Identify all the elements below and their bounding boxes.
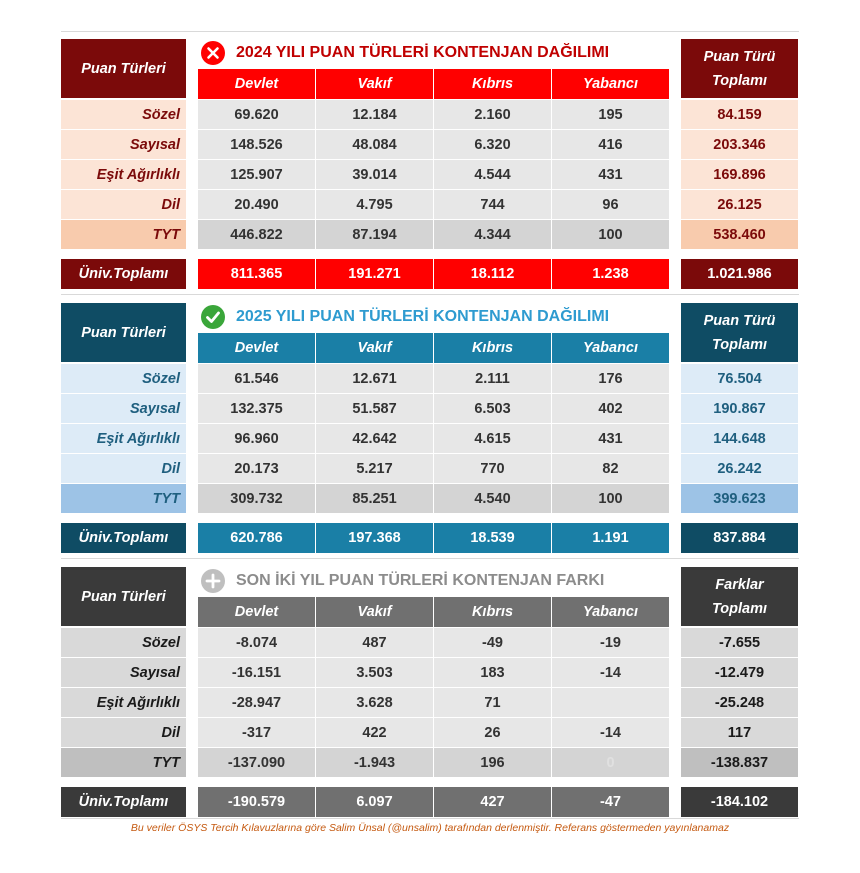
sdiff-title-text: SON İKİ YIL PUAN TÜRLERİ KONTENJAN FARKI xyxy=(236,572,605,589)
table-cell: 51.587 xyxy=(316,394,433,423)
table-cell: 4.544 xyxy=(434,160,551,189)
table-cell: -137.090 xyxy=(198,748,315,777)
table-cell: 6.503 xyxy=(434,394,551,423)
table-cell: 96 xyxy=(552,190,669,219)
row-total: -12.479 xyxy=(681,658,798,687)
divider xyxy=(61,294,799,295)
row-label: TYT xyxy=(61,220,186,249)
table-cell: 100 xyxy=(552,220,669,249)
s2024-rows-header: Puan Türleri xyxy=(61,39,186,98)
row-total: 399.623 xyxy=(681,484,798,513)
table-cell: 132.375 xyxy=(198,394,315,423)
row-label: Sözel xyxy=(61,100,186,129)
divider xyxy=(61,31,799,32)
s2024-total-header-line1: Puan Türü xyxy=(703,48,776,65)
column-header-kıbrıs: Kıbrıs xyxy=(434,69,551,99)
univ-total-cell: 18.539 xyxy=(434,523,551,553)
s2024-total-header-line2: Toplamı xyxy=(711,72,768,89)
row-total: 76.504 xyxy=(681,364,798,393)
table-cell: 3.628 xyxy=(316,688,433,717)
row-total: 117 xyxy=(681,718,798,747)
column-header-yabancı: Yabancı xyxy=(552,333,669,363)
table-cell: 4.795 xyxy=(316,190,433,219)
table-cell xyxy=(552,688,669,717)
table-cell: -8.074 xyxy=(198,628,315,657)
sdiff-total-header-line2: Toplamı xyxy=(711,600,768,617)
divider xyxy=(61,558,799,559)
univ-total-label: Üniv.Toplamı xyxy=(61,259,186,289)
table-cell: 2.160 xyxy=(434,100,551,129)
table-cell: 42.642 xyxy=(316,424,433,453)
table-cell: 4.615 xyxy=(434,424,551,453)
table-cell: 446.822 xyxy=(198,220,315,249)
univ-total-cell: 1.191 xyxy=(552,523,669,553)
univ-total-cell: 191.271 xyxy=(316,259,433,289)
row-total: 144.648 xyxy=(681,424,798,453)
footer-note: Bu veriler ÖSYS Tercih Kılavuzlarına göre Salim Ünsal (@unsalim) tarafından derlenmiştir. Referans göstermeden yayınlanamaz xyxy=(130,822,730,834)
univ-total-cell: 811.365 xyxy=(198,259,315,289)
table-cell: -28.947 xyxy=(198,688,315,717)
table-cell: 402 xyxy=(552,394,669,423)
table-cell: 100 xyxy=(552,484,669,513)
column-header-vakıf: Vakıf xyxy=(316,333,433,363)
univ-total-cell: -190.579 xyxy=(198,787,315,817)
row-label: Sözel xyxy=(61,364,186,393)
sdiff-rows-header: Puan Türleri xyxy=(61,567,186,626)
table-cell: 3.503 xyxy=(316,658,433,687)
table-cell: 196 xyxy=(434,748,551,777)
table-cell: 82 xyxy=(552,454,669,483)
table-cell: 195 xyxy=(552,100,669,129)
table-cell: 4.540 xyxy=(434,484,551,513)
row-label: TYT xyxy=(61,748,186,777)
table-cell: 431 xyxy=(552,160,669,189)
s2025-total-header-line2: Toplamı xyxy=(711,336,768,353)
univ-total-cell: 427 xyxy=(434,787,551,817)
column-header-devlet: Devlet xyxy=(198,69,315,99)
column-header-vakıf: Vakıf xyxy=(316,597,433,627)
univ-total-cell: 1.238 xyxy=(552,259,669,289)
table-cell: 26 xyxy=(434,718,551,747)
sdiff-total-header xyxy=(681,567,798,626)
table-cell: 6.320 xyxy=(434,130,551,159)
table-cell: 770 xyxy=(434,454,551,483)
row-label: Sayısal xyxy=(61,130,186,159)
table-cell: 487 xyxy=(316,628,433,657)
column-header-devlet: Devlet xyxy=(198,333,315,363)
table-cell: -19 xyxy=(552,628,669,657)
row-label: Sayısal xyxy=(61,658,186,687)
table-cell: 96.960 xyxy=(198,424,315,453)
row-label: Eşit Ağırlıklı xyxy=(61,688,186,717)
row-label: Dil xyxy=(61,454,186,483)
grand-total: -184.102 xyxy=(681,787,798,817)
row-total: -25.248 xyxy=(681,688,798,717)
table-cell: 309.732 xyxy=(198,484,315,513)
plus-circle-icon xyxy=(200,568,226,594)
table-cell: 4.344 xyxy=(434,220,551,249)
s2025-title xyxy=(200,302,609,332)
column-header-yabancı: Yabancı xyxy=(552,597,669,627)
column-header-kıbrıs: Kıbrıs xyxy=(434,597,551,627)
column-header-vakıf: Vakıf xyxy=(316,69,433,99)
table-cell: 125.907 xyxy=(198,160,315,189)
row-label: Eşit Ağırlıklı xyxy=(61,160,186,189)
sdiff-title xyxy=(200,566,604,596)
row-label: Eşit Ağırlıklı xyxy=(61,424,186,453)
table-cell: 87.194 xyxy=(316,220,433,249)
table-cell: 20.173 xyxy=(198,454,315,483)
table-cell: -317 xyxy=(198,718,315,747)
row-total: 84.159 xyxy=(681,100,798,129)
table-cell: 416 xyxy=(552,130,669,159)
table-cell: 39.014 xyxy=(316,160,433,189)
row-label: Dil xyxy=(61,190,186,219)
row-total: -7.655 xyxy=(681,628,798,657)
table-cell: 85.251 xyxy=(316,484,433,513)
grand-total: 1.021.986 xyxy=(681,259,798,289)
table-cell: 148.526 xyxy=(198,130,315,159)
univ-total-label: Üniv.Toplamı xyxy=(61,787,186,817)
univ-total-cell: 620.786 xyxy=(198,523,315,553)
table-cell: 422 xyxy=(316,718,433,747)
univ-total-cell: 6.097 xyxy=(316,787,433,817)
table-cell: 5.217 xyxy=(316,454,433,483)
row-total: 26.125 xyxy=(681,190,798,219)
table-cell: 20.490 xyxy=(198,190,315,219)
table-cell: -16.151 xyxy=(198,658,315,687)
s2025-total-header xyxy=(681,303,798,362)
table-cell: 183 xyxy=(434,658,551,687)
s2025-total-header-line1: Puan Türü xyxy=(703,312,776,329)
row-total: 203.346 xyxy=(681,130,798,159)
table-cell: 61.546 xyxy=(198,364,315,393)
row-label: Sayısal xyxy=(61,394,186,423)
s2024-title-text: 2024 YILI PUAN TÜRLERİ KONTENJAN DAĞILIMI xyxy=(236,44,610,61)
row-total: 169.896 xyxy=(681,160,798,189)
check-circle-icon xyxy=(200,304,226,330)
sdiff-total-header-line1: Farklar xyxy=(715,576,764,593)
table-cell: 0 xyxy=(552,748,669,777)
row-label: Sözel xyxy=(61,628,186,657)
univ-total-cell: -47 xyxy=(552,787,669,817)
table-cell: 2.111 xyxy=(434,364,551,393)
table-cell: 176 xyxy=(552,364,669,393)
table-cell: 71 xyxy=(434,688,551,717)
univ-total-cell: 197.368 xyxy=(316,523,433,553)
row-total: 190.867 xyxy=(681,394,798,423)
s2025-rows-header: Puan Türleri xyxy=(61,303,186,362)
row-label: TYT xyxy=(61,484,186,513)
table-cell: 48.084 xyxy=(316,130,433,159)
univ-total-cell: 18.112 xyxy=(434,259,551,289)
column-header-yabancı: Yabancı xyxy=(552,69,669,99)
row-total: 538.460 xyxy=(681,220,798,249)
row-label: Dil xyxy=(61,718,186,747)
table-cell: 744 xyxy=(434,190,551,219)
grand-total: 837.884 xyxy=(681,523,798,553)
table-cell: 12.184 xyxy=(316,100,433,129)
s2024-total-header xyxy=(681,39,798,98)
column-header-kıbrıs: Kıbrıs xyxy=(434,333,551,363)
row-total: 26.242 xyxy=(681,454,798,483)
table-cell: 69.620 xyxy=(198,100,315,129)
table-cell: -1.943 xyxy=(316,748,433,777)
row-total: -138.837 xyxy=(681,748,798,777)
univ-total-label: Üniv.Toplamı xyxy=(61,523,186,553)
divider xyxy=(61,818,799,819)
s2024-title xyxy=(200,38,609,68)
table-cell: 12.671 xyxy=(316,364,433,393)
s2025-title-text: 2025 YILI PUAN TÜRLERİ KONTENJAN DAĞILIMI xyxy=(236,308,610,325)
table-cell: 431 xyxy=(552,424,669,453)
table-cell: -14 xyxy=(552,718,669,747)
table-cell: -14 xyxy=(552,658,669,687)
table-cell: -49 xyxy=(434,628,551,657)
column-header-devlet: Devlet xyxy=(198,597,315,627)
x-circle-icon xyxy=(200,40,226,66)
